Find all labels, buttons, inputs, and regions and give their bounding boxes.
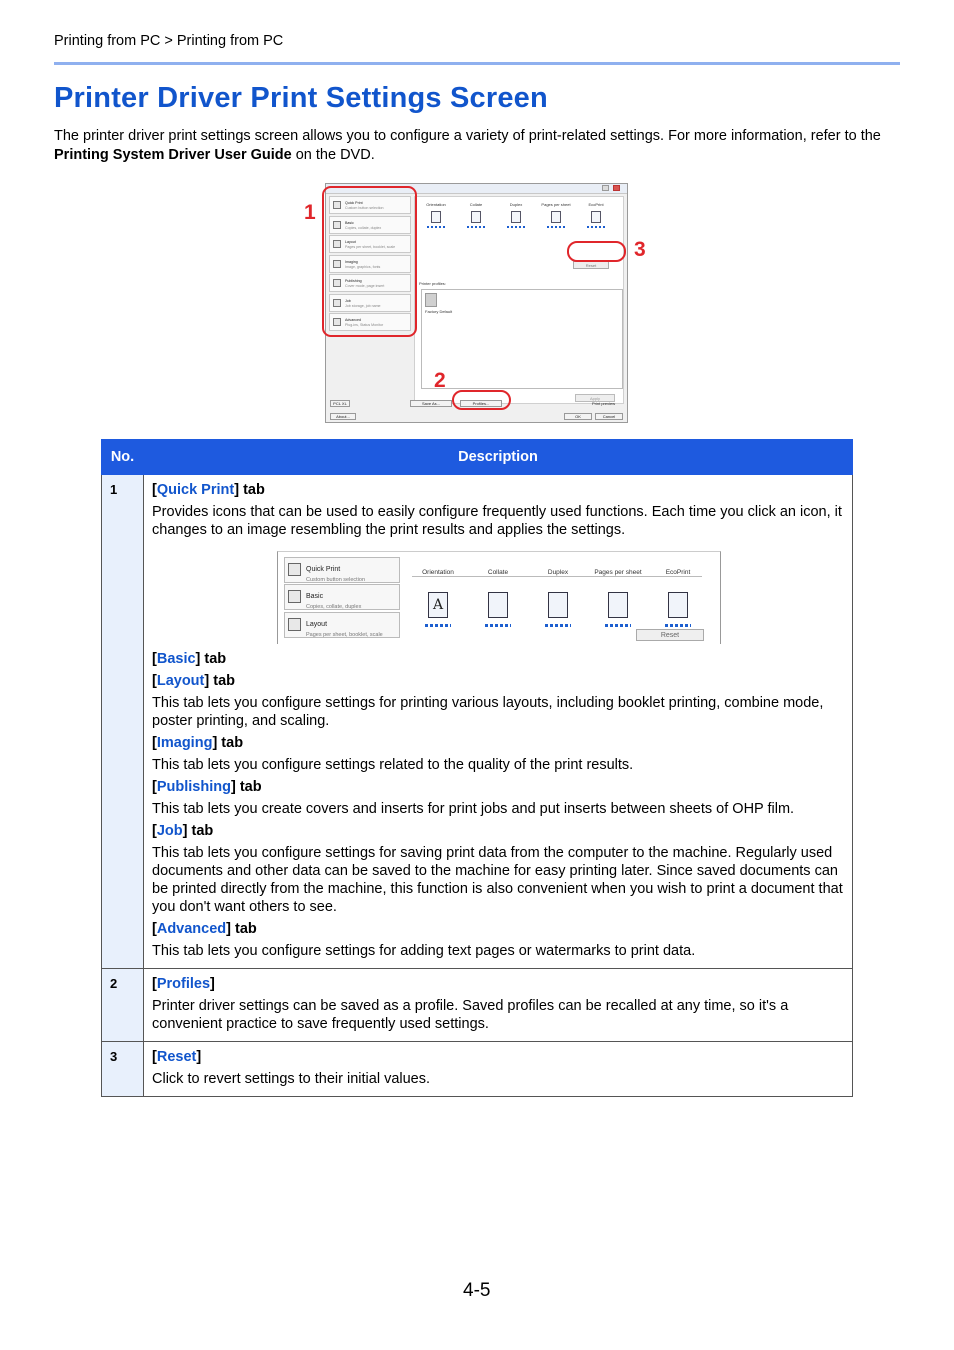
intro-paragraph	[54, 127, 900, 164]
job-desc: This tab lets you configure settings for saving print data from the computer to the machine. Regularly used documents and other data can be saved to the machine for easy printing later. Since saved documents can be printed directly from the machine, this function is also convenient when you wish to print a document that you don't want others to see.	[152, 845, 843, 915]
tab-desc: Job storage, job name	[345, 303, 381, 308]
intro-text-before: The printer driver print settings screen allows you to configure a variety of print-related settings. For more information, refer to the	[54, 128, 881, 144]
reset-heading: [Reset]	[152, 1049, 202, 1065]
print-preview-label[interactable]: Print preview	[592, 401, 616, 406]
zoom-tab-quick-print[interactable]	[284, 557, 400, 583]
layout-link[interactable]: Layout	[156, 673, 205, 689]
quick-print-heading: [Quick Print] tab	[152, 482, 265, 498]
tab-label: Basic	[345, 220, 354, 225]
callout-3: 3	[634, 238, 646, 261]
column-label: Duplex	[509, 202, 523, 207]
tab-desc: Custom button selection	[345, 206, 384, 210]
row-number: 1	[102, 475, 144, 969]
quick-print-zoom-screenshot	[277, 551, 721, 644]
profiles-link[interactable]: Profiles	[156, 976, 211, 992]
option-dots	[425, 624, 451, 627]
column-label: Collate	[469, 202, 483, 207]
quick-print-icon	[288, 563, 301, 576]
profiles-button[interactable]: Profiles...	[460, 400, 502, 407]
tab-label: Layout	[345, 240, 356, 244]
option-dots	[547, 226, 565, 228]
highlight-tabs	[322, 186, 417, 337]
header-rule	[54, 62, 900, 65]
tab-label: Advanced	[345, 318, 361, 322]
option-dots	[665, 624, 691, 627]
tab-desc: Image, graphics, fonts	[345, 264, 381, 269]
highlight-profiles	[452, 390, 511, 410]
tab-desc: Copies, collate, duplex	[345, 225, 382, 230]
tab-label: Layout	[306, 621, 328, 628]
tab-label: Publishing	[345, 279, 362, 283]
zoom-pages-per-sheet-column[interactable]	[588, 564, 648, 627]
tab-desc: Copies, collate, duplex	[306, 604, 362, 610]
collate-column[interactable]	[461, 202, 491, 228]
header-no: No.	[102, 440, 144, 475]
about-button[interactable]: About...	[330, 413, 356, 420]
job-link[interactable]: Job	[156, 823, 183, 839]
layout-heading: [Layout] tab	[152, 673, 235, 689]
tab-word: tab	[187, 823, 214, 839]
zoom-tab-layout[interactable]	[284, 612, 400, 638]
imaging-link[interactable]: Imaging	[156, 735, 213, 751]
row-description	[144, 475, 853, 969]
job-heading: [Job] tab	[152, 823, 214, 839]
tab-label: Job	[345, 298, 351, 303]
imaging-desc: This tab lets you configure settings related to the quality of the print results.	[152, 757, 634, 773]
intro-text-after: on the DVD.	[291, 146, 375, 163]
orientation-icon	[431, 211, 441, 223]
option-dots	[427, 226, 445, 228]
column-label: Duplex	[547, 569, 569, 576]
zoom-ecoprint-column[interactable]	[648, 564, 708, 627]
layout-desc: This tab lets you configure settings for printing various layouts, including booklet printing, combine mode, poster printing, and scaling.	[152, 695, 824, 729]
pages-per-sheet-column[interactable]	[541, 202, 571, 228]
tab-desc: Cover mode, page insert	[345, 284, 385, 288]
imaging-heading: [Imaging] tab	[152, 735, 244, 751]
zoom-collate-column[interactable]	[468, 564, 528, 627]
profile-name[interactable]: Factory Default	[425, 309, 453, 314]
printer-profiles-label: Printer profiles:	[419, 281, 446, 286]
table-row	[102, 1042, 853, 1097]
zoom-reset-button[interactable]: Reset	[636, 629, 704, 641]
advanced-heading: [Advanced] tab	[152, 921, 257, 937]
row-description	[144, 969, 853, 1042]
tab-label: Imaging	[345, 259, 358, 264]
quick-print-link[interactable]: Quick Print	[156, 482, 235, 498]
zoom-tab-basic[interactable]	[284, 584, 400, 610]
tab-label: Quick Print	[306, 566, 341, 573]
basic-heading: [Basic] tab	[152, 651, 227, 667]
tab-label: Quick Print	[345, 201, 363, 205]
publishing-heading: [Publishing] tab	[152, 779, 262, 795]
quick-print-desc: Provides icons that can be used to easily configure frequently used functions. Each time you click an icon, it changes to an image resembling the print results and applies the settings.	[152, 504, 842, 538]
column-label: EcoPrint	[588, 202, 604, 207]
advanced-desc: This tab lets you configure settings for adding text pages or watermarks to print data.	[152, 943, 696, 959]
row-number: 3	[102, 1042, 144, 1097]
apply-button[interactable]: Apply	[575, 394, 615, 402]
breadcrumb: Printing from PC > Printing from PC	[54, 33, 284, 49]
orientation-icon: A	[428, 592, 448, 618]
publishing-link[interactable]: Publishing	[156, 779, 231, 795]
profile-icon	[425, 293, 437, 307]
advanced-link[interactable]: Advanced	[156, 921, 227, 937]
table-row	[102, 969, 853, 1042]
orientation-column[interactable]	[421, 202, 451, 228]
reset-button[interactable]: Reset	[573, 261, 609, 269]
ecoprint-column[interactable]	[581, 202, 611, 228]
help-icon[interactable]	[602, 185, 609, 191]
tab-desc: Pages per sheet, booklet, scale	[306, 632, 383, 638]
option-dots	[605, 624, 631, 627]
collate-icon	[488, 592, 508, 618]
page-number: 4-5	[463, 1280, 491, 1301]
cancel-button[interactable]: Cancel	[595, 413, 623, 420]
column-label: Collate	[487, 569, 509, 576]
close-icon[interactable]	[613, 185, 620, 191]
option-dots	[545, 624, 571, 627]
tab-word: tab	[231, 921, 257, 937]
pdl-select[interactable]: PCL XL	[330, 400, 350, 407]
duplex-column[interactable]	[501, 202, 531, 228]
tab-word: tab	[239, 482, 265, 498]
tab-word: tab	[217, 735, 244, 751]
row-description	[144, 1042, 853, 1097]
ecoprint-icon	[591, 211, 601, 223]
profiles-list[interactable]	[421, 289, 623, 389]
row-number: 2	[102, 969, 144, 1042]
tab-desc: Pages per sheet, booklet, scale	[345, 245, 396, 249]
zoom-duplex-column[interactable]	[528, 564, 588, 627]
option-dots	[485, 624, 511, 627]
collate-icon	[471, 211, 481, 223]
profiles-heading: [Profiles]	[152, 976, 215, 992]
layout-icon	[288, 618, 301, 631]
callout-1: 1	[304, 201, 316, 224]
intro-guide-name: Printing System Driver User Guide	[54, 146, 292, 163]
tab-desc: Custom button selection	[306, 577, 366, 583]
option-dots	[587, 226, 605, 228]
header-description: Description	[144, 440, 853, 475]
column-label: Orientation	[422, 569, 454, 576]
column-label: Orientation	[426, 202, 446, 207]
column-label: EcoPrint	[665, 569, 691, 576]
pages-per-sheet-icon	[551, 211, 561, 223]
highlight-reset	[567, 241, 626, 262]
table-row	[102, 475, 853, 969]
ecoprint-icon	[668, 592, 688, 618]
page-title: Printer Driver Print Settings Screen	[54, 82, 548, 114]
pages-per-sheet-icon	[608, 592, 628, 618]
option-dots	[507, 226, 525, 228]
tab-word: tab	[209, 673, 235, 689]
profiles-desc: Printer driver settings can be saved as a profile. Saved profiles can be recalled at any time, so it's a convenient practice to save frequently used settings.	[152, 998, 789, 1032]
reset-link[interactable]: Reset	[156, 1049, 197, 1065]
column-label: Pages per sheet	[594, 569, 642, 576]
callout-2: 2	[434, 369, 446, 392]
tab-label: Basic	[306, 593, 324, 600]
column-label: Pages per sheet	[541, 202, 571, 207]
publishing-desc: This tab lets you create covers and inserts for print jobs and put inserts between sheets of OHP film.	[152, 801, 795, 817]
description-table	[101, 439, 853, 1097]
tab-word: tab	[200, 651, 227, 667]
duplex-icon	[511, 211, 521, 223]
basic-icon	[288, 590, 301, 603]
basic-link[interactable]: Basic	[156, 651, 196, 667]
duplex-icon	[548, 592, 568, 618]
save-as-button[interactable]: Save As...	[410, 400, 452, 407]
ok-button[interactable]: OK	[564, 413, 592, 420]
option-dots	[467, 226, 485, 228]
zoom-orientation-column[interactable]	[408, 564, 468, 627]
tab-word: tab	[235, 779, 262, 795]
tab-desc: Plug-ins, Status Monitor	[345, 323, 384, 327]
reset-desc: Click to revert settings to their initial values.	[152, 1071, 431, 1087]
